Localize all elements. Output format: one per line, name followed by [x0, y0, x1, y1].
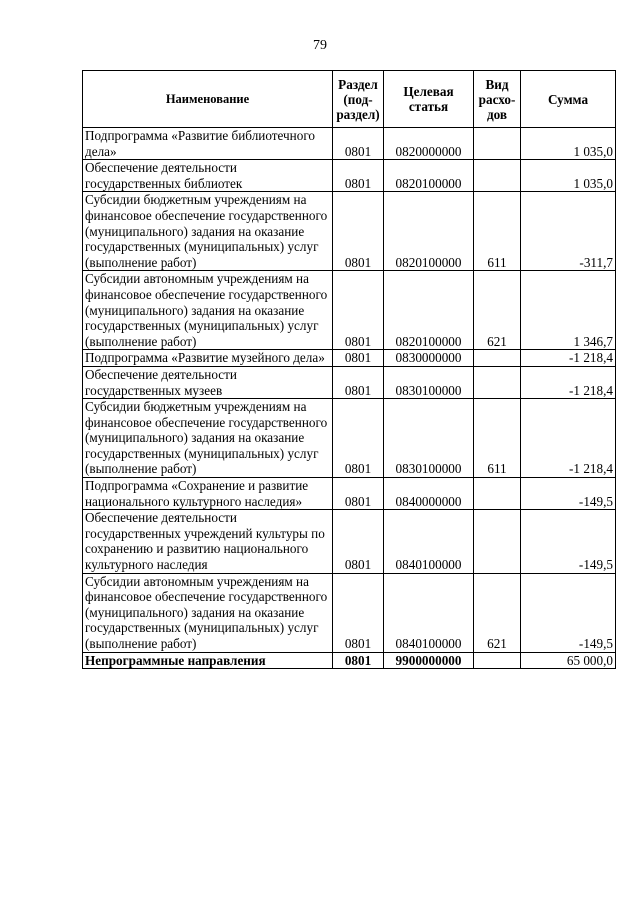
cell-name: Обеспечение деятельности государственных музеев — [83, 366, 333, 398]
table-header-row — [83, 71, 616, 128]
cell-name: Субсидии автономным учреждениям на финансовое обеспечение государственного (муниципального) задания на оказание государственных (муниципальных) услуг (выполнение работ) — [83, 573, 333, 652]
cell-vid — [474, 366, 521, 398]
cell-statya: 0820100000 — [384, 160, 474, 192]
cell-statya: 0840100000 — [384, 510, 474, 573]
table-row — [83, 350, 616, 367]
table-body — [83, 128, 616, 669]
cell-statya: 9900000000 — [384, 652, 474, 669]
cell-summa: -149,5 — [521, 573, 616, 652]
table-row — [83, 366, 616, 398]
cell-name: Обеспечение деятельности государственных библиотек — [83, 160, 333, 192]
table-row — [83, 510, 616, 573]
cell-statya: 0820000000 — [384, 128, 474, 160]
cell-razdel: 0801 — [333, 478, 384, 510]
cell-name: Подпрограмма «Сохранение и развитие национального культурного наследия» — [83, 478, 333, 510]
cell-summa: -1 218,4 — [521, 399, 616, 478]
cell-vid — [474, 510, 521, 573]
header-summa: Сумма — [521, 71, 616, 128]
cell-statya: 0820100000 — [384, 271, 474, 350]
cell-statya: 0830100000 — [384, 399, 474, 478]
cell-name: Обеспечение деятельности государственных учреждений культуры по сохранению и развитию национального культурного наследия — [83, 510, 333, 573]
table-row — [83, 271, 616, 350]
cell-name: Подпрограмма «Развитие библиотечного дела» — [83, 128, 333, 160]
cell-statya: 0820100000 — [384, 192, 474, 271]
cell-summa: -1 218,4 — [521, 350, 616, 367]
cell-vid — [474, 478, 521, 510]
cell-vid — [474, 160, 521, 192]
cell-summa: 1 035,0 — [521, 128, 616, 160]
cell-vid — [474, 128, 521, 160]
cell-razdel: 0801 — [333, 128, 384, 160]
cell-razdel: 0801 — [333, 192, 384, 271]
table-row — [83, 399, 616, 478]
cell-razdel: 0801 — [333, 652, 384, 669]
header-vid: Вид расхо-дов — [474, 71, 521, 128]
cell-razdel: 0801 — [333, 350, 384, 367]
table-row — [83, 573, 616, 652]
page-number: 79 — [313, 38, 327, 53]
cell-vid: 611 — [474, 192, 521, 271]
cell-vid — [474, 652, 521, 669]
cell-name: Непрограммные направления — [83, 652, 333, 669]
header-name: Наименование — [83, 71, 333, 128]
budget-table — [82, 70, 616, 669]
cell-razdel: 0801 — [333, 399, 384, 478]
cell-vid: 611 — [474, 399, 521, 478]
cell-summa: -149,5 — [521, 510, 616, 573]
cell-statya: 0830000000 — [384, 350, 474, 367]
cell-vid: 621 — [474, 573, 521, 652]
cell-razdel: 0801 — [333, 510, 384, 573]
table-row — [83, 160, 616, 192]
cell-summa: -311,7 — [521, 192, 616, 271]
header-razdel: Раздел (под-раздел) — [333, 71, 384, 128]
cell-razdel: 0801 — [333, 366, 384, 398]
table-row-total — [83, 652, 616, 669]
cell-summa: -149,5 — [521, 478, 616, 510]
cell-summa: -1 218,4 — [521, 366, 616, 398]
cell-statya: 0840000000 — [384, 478, 474, 510]
cell-summa: 1 035,0 — [521, 160, 616, 192]
cell-razdel: 0801 — [333, 160, 384, 192]
cell-name: Субсидии бюджетным учреждениям на финансовое обеспечение государственного (муниципального) задания на оказание государственных (муниципальных) услуг (выполнение работ) — [83, 399, 333, 478]
cell-summa: 65 000,0 — [521, 652, 616, 669]
table-row — [83, 478, 616, 510]
cell-statya: 0830100000 — [384, 366, 474, 398]
cell-name: Подпрограмма «Развитие музейного дела» — [83, 350, 333, 367]
cell-statya: 0840100000 — [384, 573, 474, 652]
header-statya: Целевая статья — [384, 71, 474, 128]
cell-razdel: 0801 — [333, 271, 384, 350]
cell-razdel: 0801 — [333, 573, 384, 652]
cell-name: Субсидии бюджетным учреждениям на финансовое обеспечение государственного (муниципального) задания на оказание государственных (муниципальных) услуг (выполнение работ) — [83, 192, 333, 271]
cell-name: Субсидии автономным учреждениям на финансовое обеспечение государственного (муниципального) задания на оказание государственных (муниципальных) услуг (выполнение работ) — [83, 271, 333, 350]
cell-vid: 621 — [474, 271, 521, 350]
cell-summa: 1 346,7 — [521, 271, 616, 350]
table-row — [83, 192, 616, 271]
cell-vid — [474, 350, 521, 367]
table-row — [83, 128, 616, 160]
